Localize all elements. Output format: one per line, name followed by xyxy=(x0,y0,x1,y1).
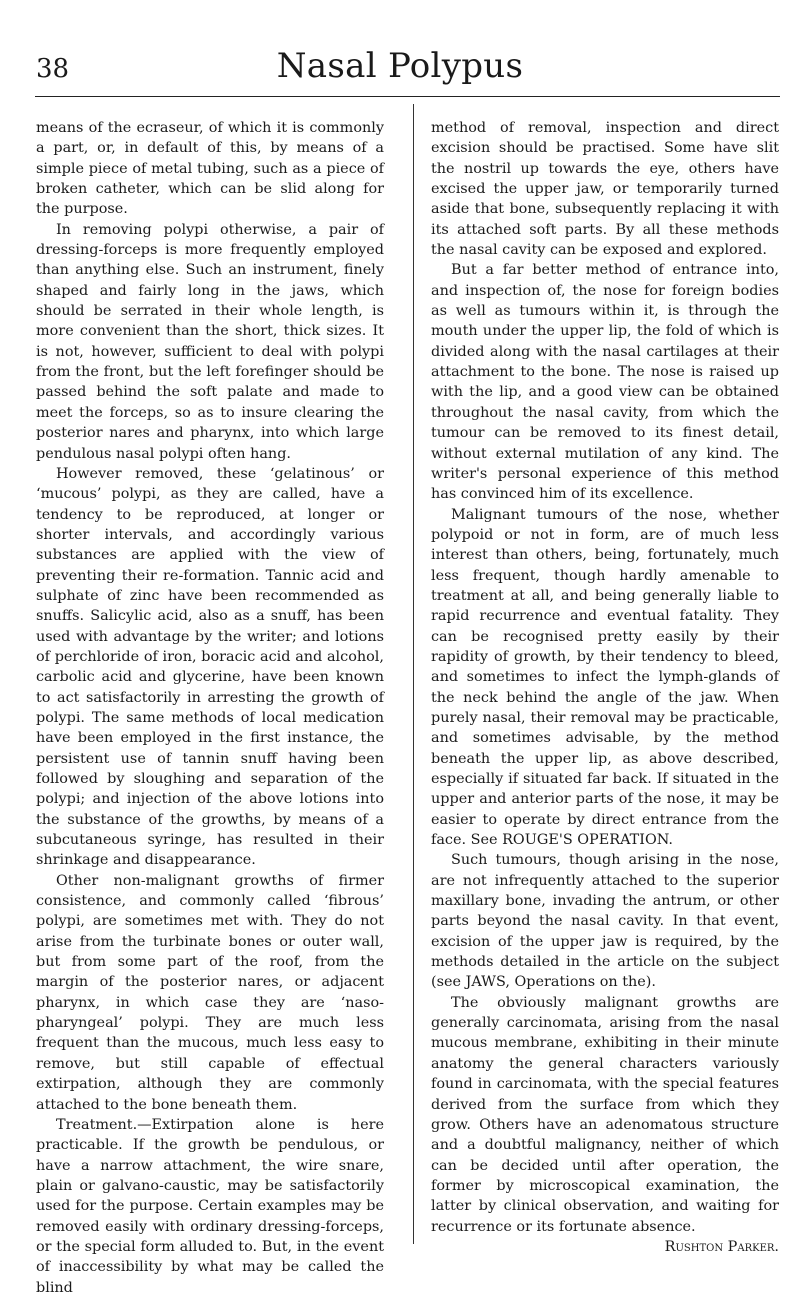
paragraph: However removed, these ‘gelatinous’ or ‘mucous’ polypi, as they are called, have a tendency to be reproduced, at longer or shorter intervals, and accordingly various substances are applied with the view of preventing their re-formation. Tannic acid and sulphate of zinc have been recommended as snuffs. Salicylic acid, also as a snuff, has been used with advantage by the writer; and lotions of perchloride of iron, boracic acid and alcohol, carbolic acid and glycerine, have been known to act satisfactorily in arresting the growth of polypi. The same methods of local medication have been employed in the first instance, the persistent use of tannin snuff having been followed by sloughing and separation of the polypi; and injection of the above lotions into the substance of the growths, by means of a subcutaneous syringe, has resulted in their shrinkage and disappearance. xyxy=(36,465,384,869)
page-number: 38 xyxy=(36,54,70,84)
paragraph: But a far better method of entrance into, and inspection of, the nose for foreign bodies as well as tumours within it, is through the mouth under the upper lip, the fold of which is divided along with the nasal cartilages at their attachment to the bone. The nose is raised up with the lip, and a good view can be obtained throughout the nasal cavity, from which the tumour can be removed to its finest detail, without external mutilation of any kind. The writer's personal experience of this method has convinced him of its excellence. xyxy=(431,262,779,503)
paragraph: means of the ecraseur, of which it is commonly a part, or, in default of this, by means of a simple piece of metal tubing, such as a piece of broken catheter, which can be slid along for the purpose. xyxy=(36,120,384,218)
paragraph: Malignant tumours of the nose, whether polypoid or not in form, are of much less interest than others, being, fortunately, much less frequent, though hardly amenable to treatment at all, and being generally liable to rapid recurrence and eventual fatality. They can be recognised pretty easily by their rapidity of growth, by their tendency to bleed, and sometimes to infect the lymph-glands of the neck behind the angle of the jaw. When purely nasal, their removal may be practicable, and sometimes advisable, by the method beneath the upper lip, as above described, especially if situated far back. If situated in the upper and anterior parts of the nose, it may be easier to operate by direct entrance from the face. See ROUGE'S OPERATION. xyxy=(431,506,779,849)
header-rule xyxy=(35,96,780,97)
right-column xyxy=(431,118,779,1257)
column-divider xyxy=(413,104,414,1244)
paragraph: In removing polypi otherwise, a pair of dressing-forceps is more frequently employed than anything else. Such an instrument, finely shaped and fairly long in the jaws, which should be serrated in their whole length, is more convenient than the short, thick sizes. It is not, however, sufficient to deal with polypi from the front, but the left forefinger should be passed behind the soft palate and made to meet the forceps, so as to insure clearing the posterior nares and pharynx, into which large pendulous nasal polypi often hang. xyxy=(36,221,384,462)
running-title: Nasal Polypus xyxy=(276,46,524,86)
author-signature: Rushton Parker. xyxy=(664,1238,779,1255)
paragraph: The obviously malignant growths are generally carcinomata, arising from the nasal mucous membrane, exhibiting in their minute anatomy the general characters variously found in carcinomata, with the special features derived from the surface from which they grow. Others have an adenomatous structure and a doubtful malignancy, neither of which can be decided until after operation, the former by microscopical examination, the latter by clinical observation, and waiting for recurrence or its fortunate absence. xyxy=(431,994,779,1235)
paragraph: Such tumours, though arising in the nose, are not infrequently attached to the superior maxillary bone, invading the antrum, or other parts beyond the nasal cavity. In that event, excision of the upper jaw is required, by the methods detailed in the article on the subject (see JAWS, Operations on the). xyxy=(431,852,779,991)
left-column xyxy=(36,118,384,1298)
paragraph: Treatment.—Extirpation alone is here practicable. If the growth be pendulous, or have a narrow attachment, the wire snare, plain or galvano-caustic, may be satisfactorily used for the purpose. Certain examples may be removed easily with ordinary dressing-forceps, or the special form alluded to. But, in the event of inaccessibility by what may be called the blind xyxy=(36,1116,384,1296)
paragraph: Other non-malignant growths of firmer consistence, and commonly called ‘fibrous’ polypi, are sometimes met with. They do not arise from the turbinate bones or outer wall, but from some part of the roof, from the margin of the posterior nares, or adjacent pharynx, in which case they are ‘naso-pharyngeal’ polypi. They are much less frequent than the mucous, much less easy to remove, but still capable of effectual extirpation, although they are commonly attached to the bone beneath them. xyxy=(36,872,384,1113)
paragraph: method of removal, inspection and direct excision should be practised. Some have slit the nostril up towards the eye, others have excised the upper jaw, or temporarily turned aside that bone, subsequently replacing it with its attached soft parts. By all these methods the nasal cavity can be exposed and explored. xyxy=(431,120,779,259)
